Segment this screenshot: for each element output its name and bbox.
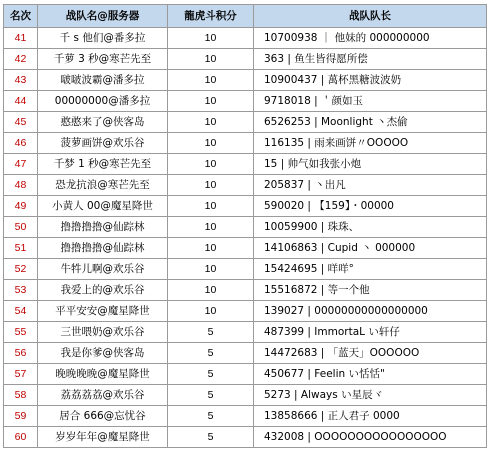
rank-cell: 58 <box>4 385 38 406</box>
score-cell: 5 <box>168 385 254 406</box>
score-cell: 10 <box>168 91 254 112</box>
score-cell: 10 <box>168 175 254 196</box>
score-cell: 5 <box>168 427 254 448</box>
team-cell: 我是你爹@侠客岛 <box>38 343 168 364</box>
rank-cell: 42 <box>4 49 38 70</box>
team-cell: 平平安安@魔星降世 <box>38 301 168 322</box>
table-row <box>4 427 487 448</box>
team-cell: 小黄人 00@魔星降世 <box>38 196 168 217</box>
leader-cell: 487399 | ImmortaL い轩仔 <box>254 322 487 343</box>
score-cell: 10 <box>168 154 254 175</box>
rank-cell: 55 <box>4 322 38 343</box>
leader-cell: 15424695 | 咩咩° <box>254 259 487 280</box>
table-row <box>4 364 487 385</box>
team-cell: 撸撸撸撸@仙踪林 <box>38 217 168 238</box>
team-cell: 荔荔荔荔@欢乐谷 <box>38 385 168 406</box>
leader-cell: 139027 | 00000000000000000 <box>254 301 487 322</box>
score-cell: 5 <box>168 322 254 343</box>
leader-cell: 10700938 ｜ 他妹的 000000000 <box>254 28 487 49</box>
team-cell: 居合 666@忘忧谷 <box>38 406 168 427</box>
leader-cell: 450677 | Feelin い恬恬" <box>254 364 487 385</box>
team-cell: 菠萝画饼@欢乐谷 <box>38 133 168 154</box>
header-leader: 战队队长 <box>254 5 487 28</box>
header-rank: 名次 <box>4 5 38 28</box>
table-row <box>4 196 487 217</box>
table-row <box>4 217 487 238</box>
rank-cell: 46 <box>4 133 38 154</box>
score-cell: 10 <box>168 28 254 49</box>
team-cell: 恐龙抗浪@寒芒先至 <box>38 175 168 196</box>
rank-cell: 41 <box>4 28 38 49</box>
rank-cell: 50 <box>4 217 38 238</box>
ranking-table <box>3 4 487 448</box>
score-cell: 5 <box>168 343 254 364</box>
team-cell: 晚晚晚晚@魔星降世 <box>38 364 168 385</box>
team-cell: 岁岁年年@魔星降世 <box>38 427 168 448</box>
team-cell: 我爱上的@欢乐谷 <box>38 280 168 301</box>
score-cell: 10 <box>168 238 254 259</box>
table-row <box>4 70 487 91</box>
rank-cell: 53 <box>4 280 38 301</box>
team-cell: 千 s 他们@番多拉 <box>38 28 168 49</box>
rank-cell: 47 <box>4 154 38 175</box>
score-cell: 10 <box>168 70 254 91</box>
leader-cell: 15516872 | 等一个他 <box>254 280 487 301</box>
header-team: 战队名@服务器 <box>38 5 168 28</box>
table-row <box>4 259 487 280</box>
score-cell: 10 <box>168 49 254 70</box>
rank-cell: 57 <box>4 364 38 385</box>
rank-cell: 60 <box>4 427 38 448</box>
table-row <box>4 112 487 133</box>
team-cell: 撸撸撸撸@仙踪林 <box>38 238 168 259</box>
score-cell: 10 <box>168 217 254 238</box>
table-body <box>4 28 487 448</box>
leader-cell: 590020 | 【159】・00000 <box>254 196 487 217</box>
leader-cell: 5273 | Always い星辰ヾ <box>254 385 487 406</box>
rank-cell: 59 <box>4 406 38 427</box>
leader-cell: 6526253 | Moonlight 丶杰偷 <box>254 112 487 133</box>
leader-cell: 14472683 | 「蓝天」OOOOOO <box>254 343 487 364</box>
leader-cell: 432008 | OOOOOOOOOOOOOOOO <box>254 427 487 448</box>
leader-cell: 116135 | 雨来画饼〃OOOOO <box>254 133 487 154</box>
table-row <box>4 133 487 154</box>
leader-cell: 9718018 | ＇颜如玉 <box>254 91 487 112</box>
team-cell: 牛牪儿啊@欢乐谷 <box>38 259 168 280</box>
table-row <box>4 280 487 301</box>
table-row <box>4 91 487 112</box>
leader-cell: 14106863 | Cupid 丶 000000 <box>254 238 487 259</box>
table-row <box>4 343 487 364</box>
rank-cell: 56 <box>4 343 38 364</box>
score-cell: 10 <box>168 112 254 133</box>
table-row <box>4 301 487 322</box>
table-row <box>4 49 487 70</box>
score-cell: 10 <box>168 196 254 217</box>
score-cell: 5 <box>168 364 254 385</box>
rank-cell: 43 <box>4 70 38 91</box>
leader-cell: 15 | 帅气如我张小炮 <box>254 154 487 175</box>
team-cell: 啵啵波霸@潘多拉 <box>38 70 168 91</box>
rank-cell: 54 <box>4 301 38 322</box>
table-header <box>4 5 487 28</box>
team-cell: 千萝 3 秒@寒芒先至 <box>38 49 168 70</box>
team-cell: 三世喂奶@欢乐谷 <box>38 322 168 343</box>
team-cell: 千梦 1 秒@寒芒先至 <box>38 154 168 175</box>
rank-cell: 52 <box>4 259 38 280</box>
table-row <box>4 175 487 196</box>
rank-cell: 49 <box>4 196 38 217</box>
rank-cell: 51 <box>4 238 38 259</box>
leader-cell: 205837 | 丶出凡 <box>254 175 487 196</box>
score-cell: 5 <box>168 406 254 427</box>
table-row <box>4 406 487 427</box>
table-row <box>4 385 487 406</box>
team-cell: 00000000@潘多拉 <box>38 91 168 112</box>
table-row <box>4 322 487 343</box>
leader-cell: 10900437 | 萬杯黑糖波波奶 <box>254 70 487 91</box>
score-cell: 10 <box>168 133 254 154</box>
rank-cell: 45 <box>4 112 38 133</box>
leader-cell: 13858666 | 正人君子 0000 <box>254 406 487 427</box>
team-cell: 憨憨来了@侠客岛 <box>38 112 168 133</box>
score-cell: 10 <box>168 259 254 280</box>
score-cell: 10 <box>168 280 254 301</box>
header-row <box>4 5 487 28</box>
table-row <box>4 238 487 259</box>
leader-cell: 10059900 | 珠珠、 <box>254 217 487 238</box>
header-score: 龍虎斗积分 <box>168 5 254 28</box>
rank-cell: 44 <box>4 91 38 112</box>
leader-cell: 363 | 鱼生皆得愿所偿 <box>254 49 487 70</box>
table-row <box>4 154 487 175</box>
table-row <box>4 28 487 49</box>
score-cell: 10 <box>168 301 254 322</box>
rank-cell: 48 <box>4 175 38 196</box>
